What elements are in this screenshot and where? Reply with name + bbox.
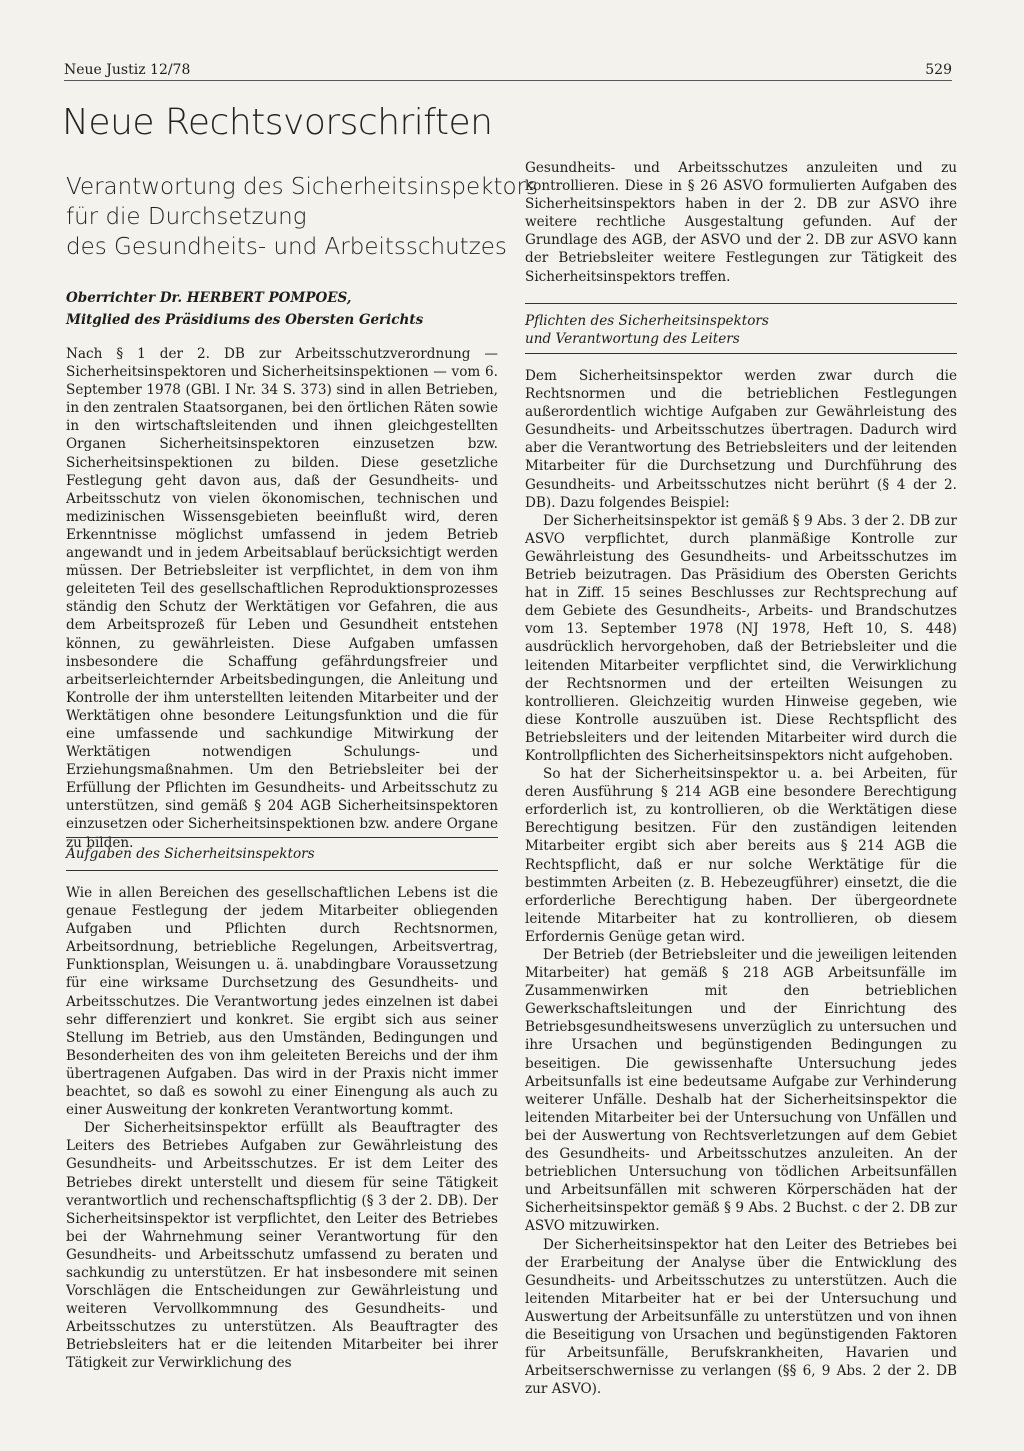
header-rule bbox=[64, 80, 952, 81]
subheading-aufgaben: Aufgaben des Sicherheitsinspektors bbox=[66, 846, 315, 862]
paragraph: So hat der Sicherheitsinspektor u. a. bei Arbeiten, für deren Ausführung § 214 AGB eine besondere Berechtigung erforderlich ist, zu kontrollieren, ob die Werktätigen diese Berechtigung besitzen. Für den zuständigen leitenden Mitarbeiter ergibt sich aber bereits aus § 214 AGB die Rechtspflicht, daß er nur solche Werktätige für die bestimmten Arbeiten (z. B. Hebezeugführer) einsetzt, die die erforderliche Berechtigung haben. Der übergeordnete leitende Mitarbeiter hat zu kontrollieren, ob diesem Erfordernis Genüge getan wird. bbox=[525, 766, 957, 945]
subheading-line: Pflichten des Sicherheitsinspektors bbox=[525, 313, 769, 329]
author-position: Mitglied des Präsidiums des Obersten Gerichts bbox=[66, 312, 424, 328]
paragraph: Der Betrieb (der Betriebsleiter und die jeweiligen leitenden Mitarbeiter) hat gemäß § 218 AGB Arbeitsunfälle im Zusammenwirken mit den betrieblichen Gewerkschaftsleitungen und der Einrichtung des Betriebsgesundheitswesens unverzüglich zu untersuchen und ihre Ursachen und begünstigenden Bedingungen zu beseitigen. Die gewissenhafte Untersuchung jedes Arbeitsunfalls ist eine bedeutsame Aufgabe zur Verhinderung weiterer Unfälle. Deshalb hat der Sicherheitsinspektor die leitenden Mitarbeiter bei der Untersuchung von Unfällen und bei der Auswertung von Rechtsverletzungen auf dem Gebiet des Gesundheits- und Arbeitsschutzes anzuleiten. An der betrieblichen Untersuchung von tödlichen Arbeitsunfällen und Arbeitsunfällen mit schweren Körperschäden hat der Sicherheitsinspektor gemäß § 9 Abs. 2 Buchst. c der 2. DB zur ASVO mitzuwirken. bbox=[525, 947, 957, 1235]
paragraph: Wie in allen Bereichen des gesellschaftlichen Lebens ist die genaue Festlegung der jedem Mitarbeiter obliegenden Aufgaben und Pflichten durch Rechtsnormen, Arbeitsordnung, betriebliche Regelungen, Arbeitsvertrag, Funktionsplan, Weisungen u. ä. unabdingbare Voraussetzung für eine wirksame Durchsetzung des Gesundheits- und Arbeitsschutzes. Die Verantwortung jedes einzelnen ist dabei sehr differenziert und konkret. Sie ergibt sich aus seiner Stellung im Betrieb, aus den Umständen, Bedingungen und Besonderheiten des von ihm geleiteten Bereichs und der ihm übertragenen Aufgaben. Das wird in der Praxis nicht immer beachtet, so daß es sowohl zu einer Einengung als auch zu einer Ausweitung der konkreten Verantwortung kommt. bbox=[66, 885, 498, 1119]
paragraph: Der Sicherheitsinspektor erfüllt als Beauftragter des Leiters des Betriebes Aufgaben zur Gewährleistung des Gesundheits- und Arbeitsschutzes. Er ist dem Leiter des Betriebes direkt unterstellt und diesem für seine Tätigkeit verantwortlich und rechenschaftspflichtig (§ 3 der 2. DB). Der Sicherheitsinspektor ist verpflichtet, den Leiter des Betriebes bei der Wahrnehmung seiner Verantwortung für den Gesundheits- und Arbeitsschutz umfassend zu beraten und sachkundig zu unterstützen. Er hat insbesondere mit seinen Vorschlägen die Entscheidungen zur Gewährleistung und weiteren Vervollkommnung des Gesundheits- und Arbeitsschutzes zu unterstützen. Als Beauftragter des Betriebsleiters hat er die leitenden Mitarbeiter bei ihrer Tätigkeit zur Verwirklichung des bbox=[66, 1120, 498, 1372]
right-column-section2 bbox=[525, 367, 957, 1398]
author-name: Oberrichter Dr. HERBERT POMPOES, bbox=[66, 290, 352, 306]
section-rule bbox=[525, 303, 957, 304]
subheading-line: und Verantwortung des Leiters bbox=[525, 331, 740, 348]
article-title-line: für die Durchsetzung bbox=[66, 204, 307, 230]
section-rule bbox=[66, 870, 498, 871]
page-number: 529 bbox=[925, 62, 952, 78]
article-title-line: des Gesundheits- und Arbeitsschutzes bbox=[66, 234, 507, 260]
article-title bbox=[66, 172, 538, 262]
paragraph: Dem Sicherheitsinspektor werden zwar durch die Rechtsnormen und die betrieblichen Festlegungen außerordentlich wichtige Aufgaben zur Gewährleistung des Gesundheits- und Arbeitsschutzes übertragen. Dadurch wird aber die Verantwortung des Betriebsleiters und der leitenden Mitarbeiter für die Durchsetzung und Durchführung des Gesundheits- und Arbeitsschutzes nicht berührt (§ 4 der 2. DB). Dazu folgendes Beispiel: bbox=[525, 368, 957, 511]
article-title-line: Verantwortung des Sicherheitsinspektors bbox=[66, 174, 538, 200]
byline bbox=[66, 287, 506, 331]
left-column-intro bbox=[66, 345, 498, 852]
section-rule bbox=[66, 837, 498, 838]
running-head bbox=[64, 62, 952, 82]
paragraph: Der Sicherheitsinspektor hat den Leiter des Betriebes bei der Erarbeitung der Analyse über die Entwicklung des Gesundheits- und Arbeitsschutzes zu unterstützen. Auch die leitenden Mitarbeiter hat er bei der Untersuchung und Auswertung der Arbeitsunfälle zu unterstützen und von ihnen die Beseitigung von Ursachen und begünstigenden Faktoren für Arbeitsunfälle, Berufskrankheiten, Havarien und Arbeitserschwernisse zu verlangen (§§ 6, 9 Abs. 2 der 2. DB zur ASVO). bbox=[525, 1236, 957, 1398]
left-column-section1 bbox=[66, 884, 498, 1373]
section-title: Neue Rechtsvorschriften bbox=[62, 102, 493, 143]
journal-issue: Neue Justiz 12/78 bbox=[64, 62, 191, 78]
paragraph: Gesundheits- und Arbeitsschutzes anzuleiten und zu kontrollieren. Diese in § 26 ASVO formulierten Aufgaben des Sicherheitsinspektors haben in der 2. DB zur ASVO ihre weitere rechtliche Ausgestaltung gefunden. Auf der Grundlage des AGB, der ASVO und der 2. DB zur ASVO kann der Betriebsleiter weitere Festlegungen zur Tätigkeit des Sicherheitsinspektors treffen. bbox=[525, 160, 957, 285]
paragraph: Nach § 1 der 2. DB zur Arbeitsschutzverordnung — Sicherheitsinspektoren und Sicherheitsinspektionen — vom 6. September 1978 (GBl. I Nr. 34 S. 373) sind in allen Betrieben, in den zentralen Staatsorganen, bei den örtlichen Räten sowie in den wirtschaftsleitenden und ihnen gleichgestellten Organen Sicherheitsinspektoren einzusetzen bzw. Sicherheitsinspektionen zu bilden. Diese gesetzliche Festlegung geht davon aus, daß der Gesundheits- und Arbeitsschutz von vielen ökonomischen, technischen und medizinischen Wissensgebieten beeinflußt wird, deren Erkenntnisse möglichst umfassend in jedem Betrieb angewandt und in jedem Arbeitsablauf berücksichtigt werden müssen. Der Betriebsleiter ist verpflichtet, in dem von ihm geleiteten Teil des gesellschaftlichen Reproduktionsprozesses ständig den Schutz der Werktätigen vor Gefahren, die aus dem Arbeitsprozeß für Leben und Gesundheit entstehen können, zu gewährleisten. Diese Aufgaben umfassen insbesondere die Schaffung gefährdungsfreier und arbeitserleichternder Arbeitsbedingungen, die Anleitung und Kontrolle der ihm unterstellten leitenden Mitarbeiter und der Werktätigen ohne besondere Leitungsfunktion und die für eine umfassende und sachkundige Mitwirkung der Werktätigen notwendigen Schulungs- und Erziehungsmaßnahmen. Um den Betriebsleiter bei der Erfüllung der Pflichten im Gesundheits- und Arbeitsschutz zu unterstützen, sind gemäß § 204 AGB Sicherheitsinspektoren einzusetzen oder Sicherheitsinspektionen bzw. andere Organe zu bilden. bbox=[66, 346, 498, 851]
subheading-pflichten bbox=[525, 312, 957, 348]
paragraph: Der Sicherheitsinspektor ist gemäß § 9 Abs. 3 der 2. DB zur ASVO verpflichtet, durch planmäßige Kontrolle zur Gewährleistung des Gesundheits- und Arbeitsschutzes im Betrieb beizutragen. Das Präsidium des Obersten Gerichts hat in Ziff. 15 seines Beschlusses zur Rechtsprechung auf dem Gebiete des Gesundheits-, Arbeits- und Brandschutzes vom 13. September 1978 (NJ 1978, Heft 10, S. 448) ausdrücklich hervorgehoben, daß der Betriebsleiter und die leitenden Mitarbeiter verpflichtet sind, die Verwirklichung der Rechtsnormen und der erteilten Weisungen zu kontrollieren. Gleichzeitig wurden Hinweise gegeben, wie diese Kontrolle auszuüben ist. Diese Rechtspflicht des Betriebsleiters und der leitenden Mitarbeiter wird durch die Kontrollpflichten des Sicherheitsinspektors nicht aufgehoben. bbox=[525, 512, 957, 764]
section-rule bbox=[525, 353, 957, 354]
right-column-continuation bbox=[525, 159, 957, 286]
